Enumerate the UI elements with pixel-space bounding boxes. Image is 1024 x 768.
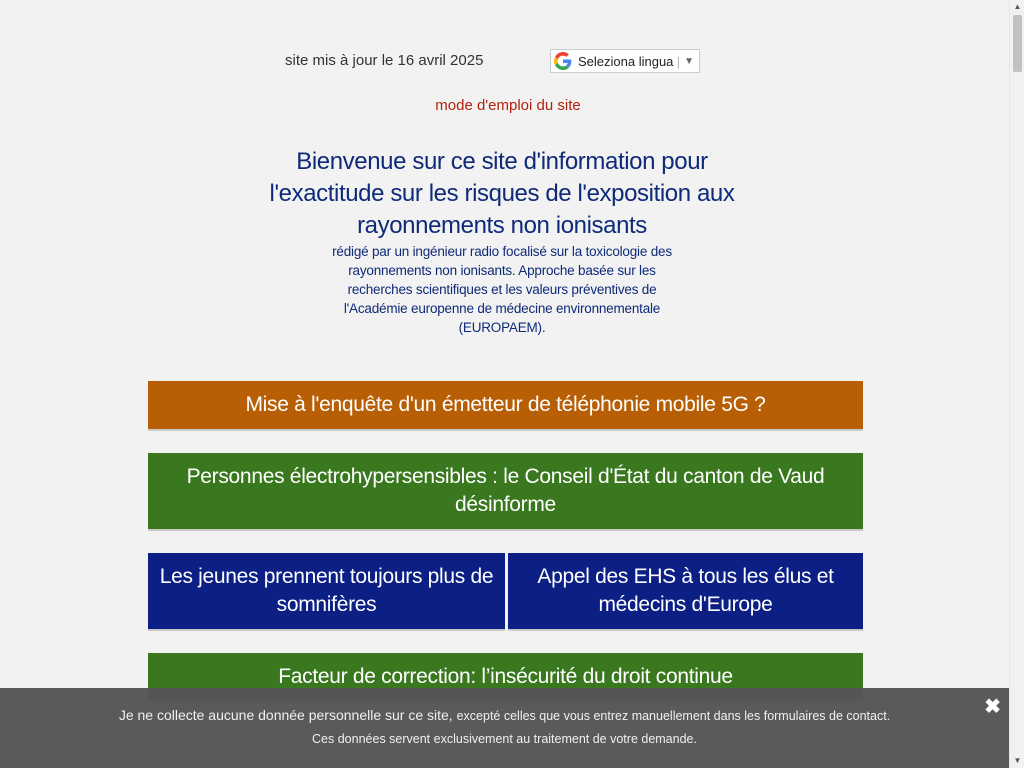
scrollbar-thumb[interactable] [1013, 15, 1022, 72]
language-selector[interactable] [550, 49, 700, 73]
google-g-icon [554, 52, 572, 70]
appel-ehs-button[interactable]: Appel des EHS à tous les élus et médecins d'Europe [508, 553, 863, 631]
privacy-main-text: Je ne collecte aucune donnée personnelle sur ce site, [118, 707, 453, 723]
scroll-down-arrow-icon[interactable]: ▼ [1013, 756, 1022, 765]
privacy-banner [0, 688, 1009, 768]
scroll-up-arrow-icon[interactable]: ▲ [1013, 2, 1022, 11]
close-icon[interactable]: ✖ [984, 696, 1001, 718]
ehs-conseil-etat-button[interactable]: Personnes électrohypersensibles : le Conseil d'État du canton de Vaud désinforme [148, 453, 863, 531]
top-bar [0, 48, 1009, 76]
facteur-correction-button[interactable]: Facteur de correction: l’insécurité du droit continue [148, 653, 863, 703]
chevron-down-icon: ▼ [684, 55, 694, 67]
jeunes-somniferes-button[interactable]: Les jeunes prennent toujours plus de somnifères [148, 553, 505, 631]
enquete-5g-button[interactable]: Mise à l'enquête d'un émetteur de téléphonie mobile 5G ? [148, 381, 863, 431]
mode-emploi-link[interactable]: mode d'emploi du site [435, 97, 581, 114]
language-selector-separator: | [676, 53, 681, 69]
welcome-title: Bienvenue sur ce site d'information pour l'exactitude sur les risques de l'exposition aux rayonnements non ionisants [269, 148, 735, 239]
privacy-small-text: excepté celles que vous entrez manuellement dans les formulaires de contact. [456, 709, 891, 723]
welcome-block [252, 146, 752, 337]
welcome-subtitle: rédigé par un ingénieur radio focalisé sur la toxicologie des rayonnements non ionisants. Approche basée sur les recherches scientifiques et les valeurs préventives de l'Académie europenne de médecine environnementale (EUROPAEM). [332, 244, 672, 335]
privacy-line-2: Ces données servent exclusivement au traitement de votre demande. [312, 732, 697, 746]
language-selector-label: Seleziona lingua [578, 53, 674, 69]
privacy-line-1 [0, 707, 1009, 723]
update-date: site mis à jour le 16 avril 2025 [285, 52, 484, 69]
vertical-scrollbar[interactable] [1009, 0, 1024, 768]
